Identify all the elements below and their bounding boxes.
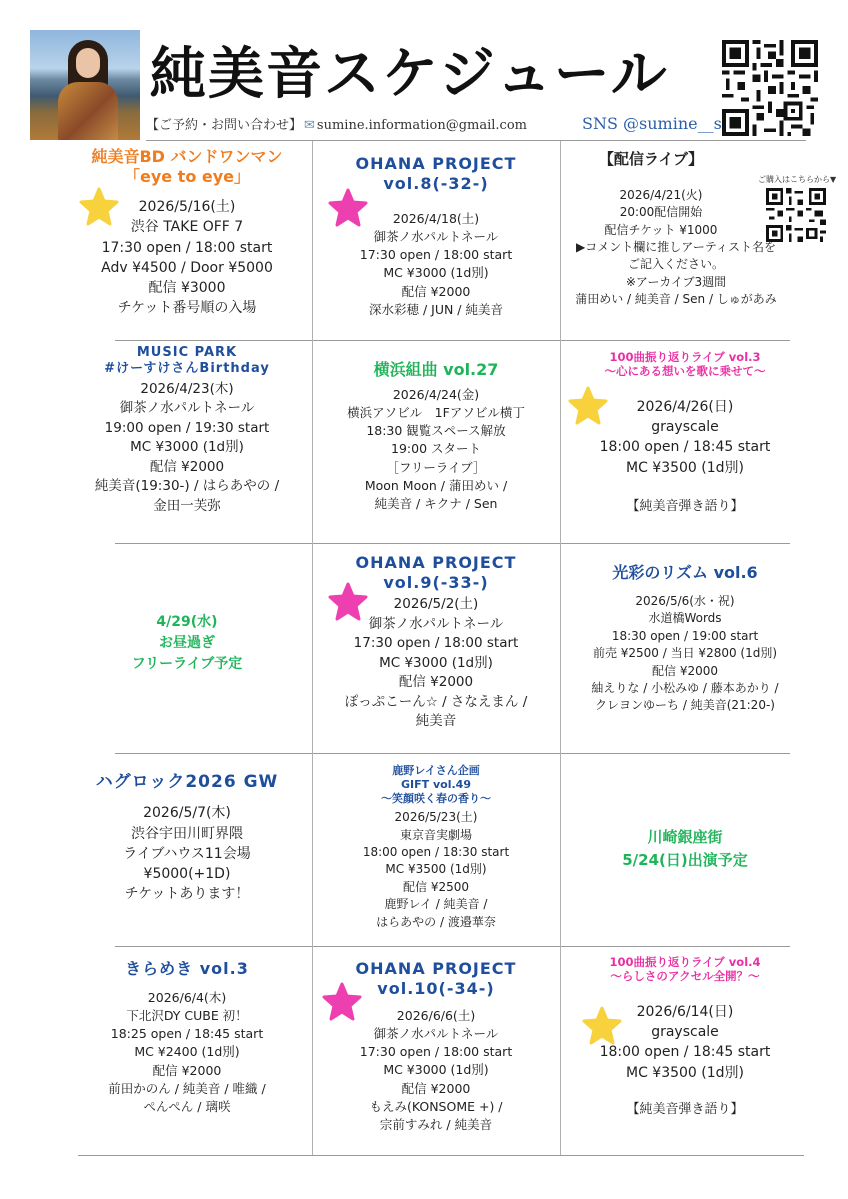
event-bd-band-oneman [62, 147, 312, 319]
event-price: 配信チケット ¥1000 [604, 222, 718, 237]
event-lineup: 金田一芙弥 [153, 497, 221, 514]
event-venue: 渋谷宇田川町界隈 [131, 825, 243, 842]
event-title: 5/24(日)出演予定 [622, 850, 748, 869]
event-title: 4/29(水) [156, 614, 218, 630]
event-time: 19:00 スタート [391, 441, 481, 457]
event-date: 2026/5/23(土) [394, 810, 478, 825]
page-title: 純美音スケジュール [150, 42, 669, 107]
event-time: 18:30 観覧スペース解放 [366, 423, 506, 439]
event-time: 17:30 open / 18:00 start [101, 239, 273, 256]
event-venue: 御茶ノ水パルトネール [368, 615, 504, 632]
event-venue: 御茶ノ水パルトネール [373, 1026, 499, 1042]
event-note: ▶コメント欄に推しアーティスト名を [576, 239, 776, 254]
event-title: 純美音BD バンドワンマン [91, 147, 283, 166]
event-venue: 御茶ノ水パルトネール [119, 400, 255, 417]
event-date: 2026/6/4(木) [147, 990, 227, 1005]
event-date: 2026/5/16(土) [138, 199, 236, 215]
event-free-live-0429 [62, 612, 312, 675]
event-price: MC ¥3000 (1d別) [379, 654, 493, 671]
event-title: OHANA PROJECT [355, 959, 517, 978]
event-title: vol.8(-32-) [383, 174, 489, 193]
event-title: 100曲振り返りライブ vol.3 [609, 350, 761, 364]
event-time: 19:00 open / 19:30 start [104, 419, 270, 436]
row-divider-1 [115, 340, 790, 341]
event-stream-price: 配信 ¥2000 [401, 1080, 471, 1096]
event-title: #けーすけさんBirthday [104, 361, 270, 377]
event-note: ［フリーライブ］ [386, 459, 486, 475]
photo-face [76, 48, 100, 78]
event-date: 2026/4/23(木) [140, 380, 234, 397]
event-price: MC ¥2400 (1d別) [134, 1044, 240, 1060]
event-title: 横浜組曲 vol.27 [373, 360, 499, 379]
event-price: MC ¥3000 (1d別) [383, 1062, 489, 1078]
event-date: 2026/4/24(金) [392, 387, 480, 402]
event-venue: 渋谷 TAKE OFF 7 [130, 219, 244, 236]
event-price: MC ¥3500 (1d別) [625, 1064, 744, 1081]
profile-photo [30, 30, 140, 140]
event-lineup: 純美音 [415, 713, 457, 730]
footer-divider [78, 1155, 804, 1156]
event-venue: grayscale [651, 419, 719, 436]
event-title: vol.10(-34-) [377, 979, 495, 998]
event-venue: 水道橋Words [648, 611, 722, 626]
event-lineup: 深水彩穂 / JUN / 純美音 [368, 301, 503, 317]
event-title: 「eye to eye」 [123, 167, 251, 186]
contact-line [146, 114, 527, 133]
event-title: フリーライブ予定 [131, 656, 243, 672]
event-date: 2026/4/21(火) [619, 187, 703, 202]
event-date: 2026/5/6(水・祝) [635, 594, 735, 608]
event-stream-price: 配信 ¥2000 [401, 283, 471, 299]
event-title: 〜らしさのアクセル全開？〜 [610, 969, 760, 984]
event-price: Adv ¥4500 / Door ¥5000 [101, 259, 273, 276]
event-note: ※アーカイブ3週間 [625, 274, 727, 289]
event-lineup: ぺんぺん / 璃咲 [143, 1098, 231, 1114]
event-note: 【純美音弾き語り】 [626, 498, 744, 514]
event-time: 18:25 open / 18:45 start [110, 1026, 264, 1042]
event-stream-price: 配信 ¥2000 [652, 663, 718, 678]
event-note: ご記入ください。 [627, 257, 724, 272]
event-music-park [62, 345, 312, 516]
photo-dress [58, 82, 118, 140]
event-lineup: 純美音(19:30-) / はらあやの / [94, 478, 280, 495]
event-price: MC ¥3500 (1d別) [385, 862, 487, 877]
event-stream-price: 配信 ¥2000 [398, 674, 474, 691]
event-lineup: Moon Moon / 蒲田めい / [364, 477, 508, 493]
event-lineup: ぽっぷこーん☆ / さなえまん / [344, 693, 528, 710]
event-ohana-vol9 [312, 553, 560, 732]
event-stream-price: 配信 ¥2500 [403, 879, 469, 894]
event-title: 100曲振り返りライブ vol.4 [609, 955, 761, 969]
event-date: 2026/4/18(土) [392, 211, 480, 226]
event-lineup: もえみ(KONSOME +) / [369, 1098, 503, 1114]
qr-code-icon[interactable] [722, 40, 818, 136]
event-title: vol.9(-33-) [383, 573, 489, 592]
event-title: お昼過ぎ [159, 635, 215, 651]
mail-icon: ✉ [304, 118, 315, 133]
event-lineup: 鹿野レイ / 純美音 / [384, 897, 488, 912]
row-divider-2 [115, 543, 790, 544]
event-venue: grayscale [651, 1024, 719, 1041]
event-title: GIFT vol.49 [401, 777, 471, 791]
row-divider-3 [115, 753, 790, 754]
event-price: ¥5000(+1D) [143, 866, 231, 883]
event-lineup: 前田かのん / 純美音 / 唯織 / [108, 1080, 266, 1096]
event-time: 18:00 open / 18:30 start [362, 845, 510, 860]
event-note: チケットあります！ [124, 886, 250, 903]
event-venue: 横浜アソビル 1Fアソビル横丁 [347, 405, 525, 421]
event-title: OHANA PROJECT [355, 154, 517, 173]
event-stream-price: 配信 ¥3000 [148, 280, 226, 297]
event-price: 前売 ¥2500 / 当日 ¥2800 (1d別) [592, 646, 778, 661]
event-title: きらめき vol.3 [125, 959, 249, 978]
event-title: 〜心にある想いを歌に乗せて〜 [604, 364, 766, 379]
event-title: 【配信ライブ】 [598, 150, 704, 168]
event-date: 2026/6/14(日) [636, 1003, 734, 1020]
event-lineup: はらあやの / 渡邉華奈 [376, 914, 496, 929]
event-lineup: 宗前すみれ / 純美音 [379, 1116, 493, 1132]
event-lineup: 純美音 / キクナ / Sen [374, 495, 498, 511]
event-date: 2026/4/26(日) [636, 398, 734, 415]
event-kawasaki-ginzagai [560, 826, 810, 871]
event-100-songs-vol3 [560, 350, 810, 517]
event-yokohama-kumikyoku [312, 360, 560, 513]
event-venue: ライブハウス11会場 [123, 845, 251, 862]
event-date: 2026/6/6(土) [396, 1008, 476, 1023]
event-time: 18:00 open / 18:45 start [599, 439, 771, 456]
event-lineup: 蒲田めい / 純美音 / Sen / しゅがあみ [575, 292, 777, 307]
event-100-songs-vol4 [560, 955, 810, 1120]
event-date: 2026/5/2(土) [393, 596, 479, 612]
event-title: 〜笑顔咲く春の香り〜 [381, 791, 491, 805]
event-time: 17:30 open / 18:00 start [359, 247, 513, 263]
event-price: MC ¥3000 (1d別) [130, 439, 244, 456]
event-title: OHANA PROJECT [355, 553, 517, 572]
event-lineup: 紬えりな / 小松みゆ / 藤本あかり / [591, 680, 779, 695]
event-price: MC ¥3500 (1d別) [625, 459, 744, 476]
event-lineup: クレヨンゆーち / 純美音(21:20-) [595, 698, 775, 713]
event-note: チケット番号順の入場 [117, 300, 257, 317]
sns-handle[interactable]: SNS @sumine__s [582, 114, 722, 133]
event-time: 17:30 open / 18:00 start [359, 1044, 513, 1060]
header-divider [146, 140, 806, 141]
event-gift-vol49 [312, 764, 560, 931]
event-title: 鹿野レイさん企画 [392, 764, 480, 777]
event-time: 18:30 open / 19:00 start [611, 628, 759, 643]
contact-email[interactable]: sumine.information@gmail.com [316, 118, 527, 133]
contact-prefix: 【ご予約・お問い合わせ】 [146, 118, 303, 133]
event-venue: 御茶ノ水パルトネール [373, 229, 499, 245]
event-kirameki-vol3 [62, 959, 312, 1116]
event-hagurock [62, 772, 312, 905]
event-time: 20:00配信開始 [619, 205, 703, 220]
event-price: MC ¥3000 (1d別) [383, 265, 489, 281]
event-time: 18:00 open / 18:45 start [599, 1044, 771, 1061]
event-date: 2026/5/7(木) [143, 805, 231, 822]
event-title: 川崎銀座街 [647, 828, 723, 846]
event-note: 【純美音弾き語り】 [626, 1101, 744, 1117]
qr-purchase-note: ご購入はこちらから▼ [758, 175, 837, 184]
event-title: MUSIC PARK [136, 345, 238, 360]
row-divider-4 [115, 946, 790, 947]
event-ohana-vol8 [312, 154, 560, 319]
event-title: 光彩のリズム vol.6 [612, 563, 758, 582]
event-kousai-no-rhythm [560, 563, 810, 715]
event-time: 17:30 open / 18:00 start [353, 635, 519, 652]
event-streaming-live [560, 150, 792, 308]
event-ohana-vol10 [312, 959, 560, 1134]
event-title: ハグロック2026 GW [95, 772, 279, 792]
event-venue: 東京音実劇場 [399, 827, 472, 842]
event-stream-price: 配信 ¥2000 [149, 458, 225, 475]
event-venue: 下北沢DY CUBE 初！ [126, 1008, 248, 1024]
event-stream-price: 配信 ¥2000 [152, 1062, 222, 1078]
